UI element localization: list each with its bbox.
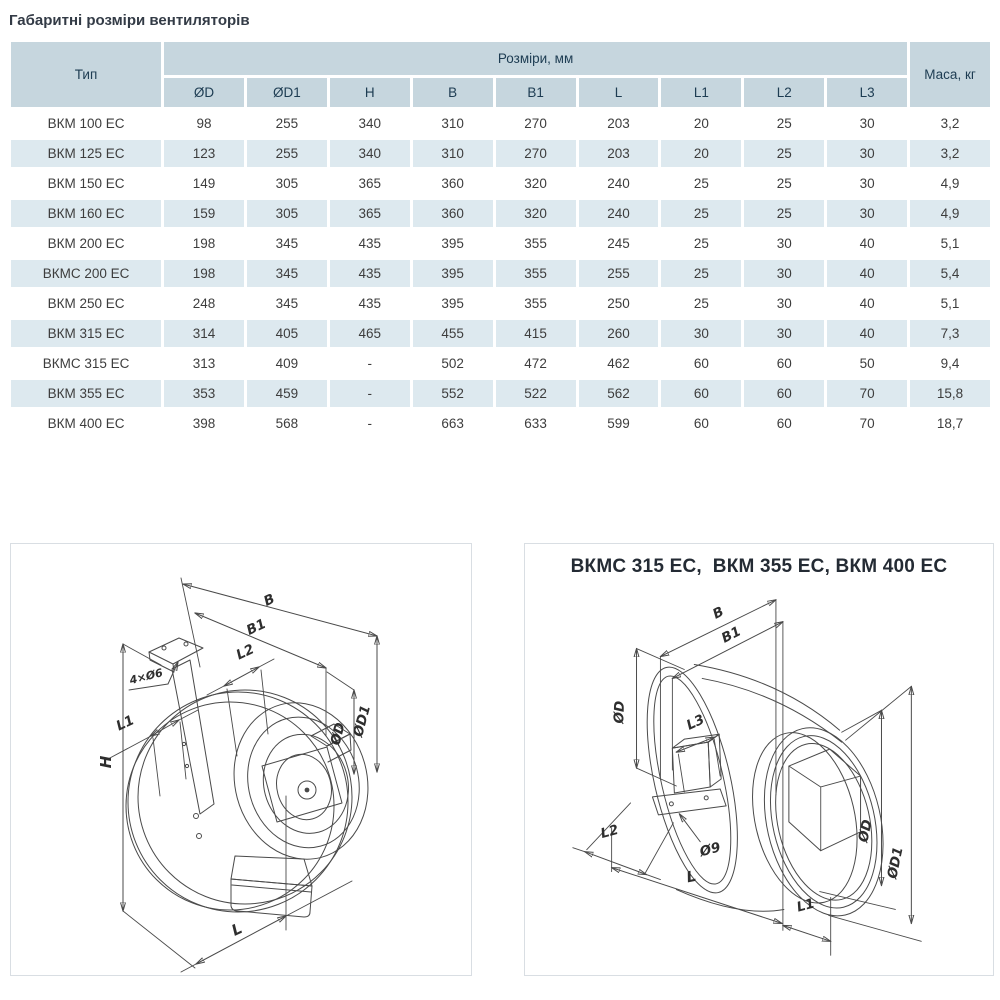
cell-type: ВКМС 315 ЕС xyxy=(11,350,161,377)
cell-value: 30 xyxy=(827,200,907,227)
cell-value: 30 xyxy=(744,260,824,287)
cell-value: 4,9 xyxy=(910,200,990,227)
cell-value: 159 xyxy=(164,200,244,227)
dim-label-d: ØD xyxy=(856,818,876,844)
dim-label-l3: L3 xyxy=(684,712,708,734)
cell-value: 30 xyxy=(827,140,907,167)
fan-body xyxy=(629,659,900,928)
drawings-section xyxy=(10,543,993,976)
cell-value: 435 xyxy=(330,230,410,257)
dim-label-l: L xyxy=(228,919,246,940)
cell-value: 472 xyxy=(496,350,576,377)
fan-drawing-left-box xyxy=(10,543,472,976)
table-row xyxy=(11,230,990,257)
cell-value: 415 xyxy=(496,320,576,347)
dim-label-l: L xyxy=(684,866,698,887)
table-row xyxy=(11,290,990,317)
cell-value: 599 xyxy=(579,410,659,437)
cell-value: 345 xyxy=(247,260,327,287)
cell-value: 25 xyxy=(661,200,741,227)
cell-value: 314 xyxy=(164,320,244,347)
front-rim xyxy=(747,716,901,928)
cell-value: 40 xyxy=(827,320,907,347)
cell-value: 25 xyxy=(661,170,741,197)
cell-value: 345 xyxy=(247,290,327,317)
cell-value: 462 xyxy=(579,350,659,377)
cell-value: 405 xyxy=(247,320,327,347)
table-row xyxy=(11,200,990,227)
cell-value: 409 xyxy=(247,350,327,377)
cell-value: 30 xyxy=(744,320,824,347)
cell-value: 455 xyxy=(413,320,493,347)
dim-label-l1: L1 xyxy=(795,896,817,916)
fan-body xyxy=(126,638,385,930)
cell-value: 20 xyxy=(661,110,741,137)
page-title: Габаритні розміри вентиляторів xyxy=(9,12,250,29)
fan-drawing-right xyxy=(525,590,993,971)
cell-value: 40 xyxy=(827,230,907,257)
fan-drawing-left xyxy=(11,544,471,975)
cell-value: 353 xyxy=(164,380,244,407)
cell-value: 60 xyxy=(661,380,741,407)
cell-value: 30 xyxy=(827,110,907,137)
cell-value: 203 xyxy=(579,110,659,137)
cell-value: 270 xyxy=(496,140,576,167)
dim-label-l2: L2 xyxy=(233,641,257,664)
cell-value: 60 xyxy=(661,410,741,437)
cell-value: 568 xyxy=(247,410,327,437)
dimensions-table xyxy=(8,39,993,440)
cell-value: 30 xyxy=(661,320,741,347)
cell-value: 395 xyxy=(413,260,493,287)
cell-value: 663 xyxy=(413,410,493,437)
dimension-labels xyxy=(599,605,907,916)
cell-value: 7,3 xyxy=(910,320,990,347)
cell-value: 3,2 xyxy=(910,110,990,137)
cell-value: 30 xyxy=(827,170,907,197)
cell-value: 15,8 xyxy=(910,380,990,407)
cell-value: 25 xyxy=(744,110,824,137)
cell-value: 305 xyxy=(247,170,327,197)
table-row xyxy=(11,350,990,377)
cell-value: 25 xyxy=(744,200,824,227)
drawing-title: ВКМС 315 ЕС, ВКМ 355 ЕС, ВКМ 400 ЕС xyxy=(570,556,948,577)
dim-label-b: B xyxy=(261,590,278,610)
dim-column-header: L1 xyxy=(661,78,741,107)
cell-value: 395 xyxy=(413,230,493,257)
cell-value: 260 xyxy=(579,320,659,347)
cell-value: 459 xyxy=(247,380,327,407)
dim-column-header: ØD1 xyxy=(247,78,327,107)
cell-type: ВКМ 125 ЕС xyxy=(11,140,161,167)
col-header-dimensions: Розміри, мм xyxy=(164,42,907,75)
cell-type: ВКМ 355 ЕС xyxy=(11,380,161,407)
cell-value: 60 xyxy=(744,380,824,407)
cell-type: ВКМ 160 ЕС xyxy=(11,200,161,227)
dimension-lines xyxy=(108,578,377,972)
cell-value: 562 xyxy=(579,380,659,407)
cell-value: 30 xyxy=(744,290,824,317)
cell-value: 25 xyxy=(744,170,824,197)
cell-value: 522 xyxy=(496,380,576,407)
cell-value: 365 xyxy=(330,200,410,227)
cell-value: 5,1 xyxy=(910,290,990,317)
table-row xyxy=(11,170,990,197)
cell-value: 305 xyxy=(247,200,327,227)
cell-value: 255 xyxy=(247,140,327,167)
cell-value: 245 xyxy=(579,230,659,257)
cell-value: 340 xyxy=(330,110,410,137)
cell-value: 30 xyxy=(744,230,824,257)
cell-type: ВКМ 100 ЕС xyxy=(11,110,161,137)
cell-value: 70 xyxy=(827,410,907,437)
back-flange xyxy=(629,659,755,901)
cell-value: 320 xyxy=(496,170,576,197)
header-row-1 xyxy=(11,42,990,75)
cell-type: ВКМ 150 ЕС xyxy=(11,170,161,197)
cell-value: 5,1 xyxy=(910,230,990,257)
cell-value: 552 xyxy=(413,380,493,407)
cell-value: 9,4 xyxy=(910,350,990,377)
cell-value: 25 xyxy=(661,260,741,287)
cell-value: - xyxy=(330,410,410,437)
cell-value: 435 xyxy=(330,290,410,317)
cell-value: 203 xyxy=(579,140,659,167)
cell-type: ВКМ 200 ЕС xyxy=(11,230,161,257)
cell-value: 355 xyxy=(496,290,576,317)
cell-value: 398 xyxy=(164,410,244,437)
cell-value: 310 xyxy=(413,110,493,137)
cell-value: 40 xyxy=(827,290,907,317)
cell-type: ВКМ 315 ЕС xyxy=(11,320,161,347)
col-header-mass: Маса, кг xyxy=(910,42,990,107)
table-row xyxy=(11,380,990,407)
cell-value: 465 xyxy=(330,320,410,347)
cell-value: 25 xyxy=(744,140,824,167)
dim-label-l1: L1 xyxy=(113,712,137,735)
cell-type: ВКМС 200 ЕС xyxy=(11,260,161,287)
dim-label-h: H xyxy=(97,755,115,769)
dim-label-d1: ØD1 xyxy=(885,845,907,881)
cell-value: 345 xyxy=(247,230,327,257)
dim-column-header: B1 xyxy=(496,78,576,107)
cell-value: - xyxy=(330,350,410,377)
cell-value: 198 xyxy=(164,230,244,257)
fan-drawing-right-box xyxy=(524,543,994,976)
cell-value: 40 xyxy=(827,260,907,287)
cell-value: 25 xyxy=(661,290,741,317)
hub-plate xyxy=(789,749,861,851)
cell-value: 502 xyxy=(413,350,493,377)
cell-value: 270 xyxy=(496,110,576,137)
cell-value: 149 xyxy=(164,170,244,197)
cell-value: 123 xyxy=(164,140,244,167)
cell-value: 240 xyxy=(579,170,659,197)
dim-label-b: B xyxy=(710,604,727,623)
table-row xyxy=(11,110,990,137)
cell-value: 340 xyxy=(330,140,410,167)
table-row xyxy=(11,260,990,287)
cell-value: 355 xyxy=(496,230,576,257)
table-row xyxy=(11,140,990,167)
cell-value: 355 xyxy=(496,260,576,287)
cell-value: 198 xyxy=(164,260,244,287)
cell-value: 50 xyxy=(827,350,907,377)
cell-value: 365 xyxy=(330,170,410,197)
cell-value: 313 xyxy=(164,350,244,377)
outlet-duct xyxy=(231,856,312,917)
cell-value: 240 xyxy=(579,200,659,227)
cell-value: 360 xyxy=(413,170,493,197)
cell-value: 310 xyxy=(413,140,493,167)
dim-label-b1: B1 xyxy=(244,615,269,639)
cell-type: ВКМ 250 ЕС xyxy=(11,290,161,317)
cell-value: 60 xyxy=(744,410,824,437)
dim-label-d-left: ØD xyxy=(612,700,628,724)
dim-label-l2: L2 xyxy=(599,822,621,842)
cell-value: 25 xyxy=(661,230,741,257)
dim-label-b1: B1 xyxy=(719,624,744,647)
cell-value: 250 xyxy=(579,290,659,317)
dim-label-d: ØD xyxy=(327,720,349,747)
table-row xyxy=(11,410,990,437)
cell-value: 633 xyxy=(496,410,576,437)
cell-value: 70 xyxy=(827,380,907,407)
dim-column-header: L2 xyxy=(744,78,824,107)
cell-value: 3,2 xyxy=(910,140,990,167)
cell-value: 4,9 xyxy=(910,170,990,197)
cell-value: 60 xyxy=(661,350,741,377)
cell-value: 18,7 xyxy=(910,410,990,437)
dim-column-header: ØD xyxy=(164,78,244,107)
dimension-labels xyxy=(97,591,374,940)
cell-value: 320 xyxy=(496,200,576,227)
col-header-type: Тип xyxy=(11,42,161,107)
cell-value: - xyxy=(330,380,410,407)
dim-label-d1: ØD1 xyxy=(350,703,375,739)
dim-column-header: L3 xyxy=(827,78,907,107)
cell-value: 255 xyxy=(247,110,327,137)
cell-value: 248 xyxy=(164,290,244,317)
cell-type: ВКМ 400 ЕС xyxy=(11,410,161,437)
cell-value: 5,4 xyxy=(910,260,990,287)
dim-column-header: L xyxy=(579,78,659,107)
cell-value: 20 xyxy=(661,140,741,167)
table-row xyxy=(11,320,990,347)
dim-label-holes: 4×Ø6 xyxy=(128,666,165,688)
cell-value: 360 xyxy=(413,200,493,227)
cell-value: 60 xyxy=(744,350,824,377)
dim-column-header: H xyxy=(330,78,410,107)
cell-value: 395 xyxy=(413,290,493,317)
cell-value: 98 xyxy=(164,110,244,137)
dimension-lines xyxy=(573,600,922,955)
dim-label-hole: Ø9 xyxy=(698,840,723,861)
cell-value: 435 xyxy=(330,260,410,287)
cell-value: 255 xyxy=(579,260,659,287)
dim-column-header: B xyxy=(413,78,493,107)
table-body xyxy=(11,110,990,437)
